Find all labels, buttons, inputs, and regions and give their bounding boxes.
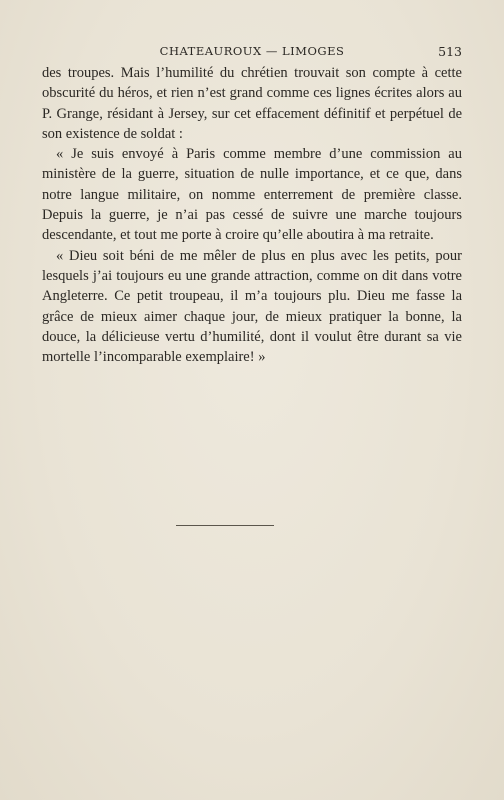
body-text [42,63,462,367]
page-number: 513 [438,44,462,59]
running-head [42,44,462,60]
section-end-rule [176,525,274,526]
paragraph-continuation: des troupes. Mais l’humilité du chrétien trouvait son compte à cette obscurité du héros, et rien n’est grand comme ces lignes écrites alors au P. Grange, résidant à Jersey, sur cet effacement définitif et perpétuel de son existence de soldat : [42,65,462,142]
running-title: CHATEAUROUX — LIMOGES [159,44,345,58]
paragraph-quote-1: « Je suis envoyé à Paris comme membre d’une commission au ministère de la guerre, situation de nulle importance, et ce que, dans notre langue militaire, on nomme enterrement de première classe. Depuis la guerre, je n’ai pas cessé de suivre une marche toujours descendante, et tout me porte à croire qu’elle aboutira à ma retraite. [42,146,462,244]
paragraph-quote-2: « Dieu soit béni de me mêler de plus en plus avec les petits, pour lesquels j’ai toujours eu une grande attraction, comme on dit dans votre Angleterre. Ce petit troupeau, il m’a toujours plu. Dieu me fasse la grâce de mieux aimer chaque jour, de mieux pratiquer la bonne, la douce, la délicieuse vertu d’humilité, dont il voulut être durant sa vie mortelle l’incomparable exemplaire! » [42,247,462,366]
